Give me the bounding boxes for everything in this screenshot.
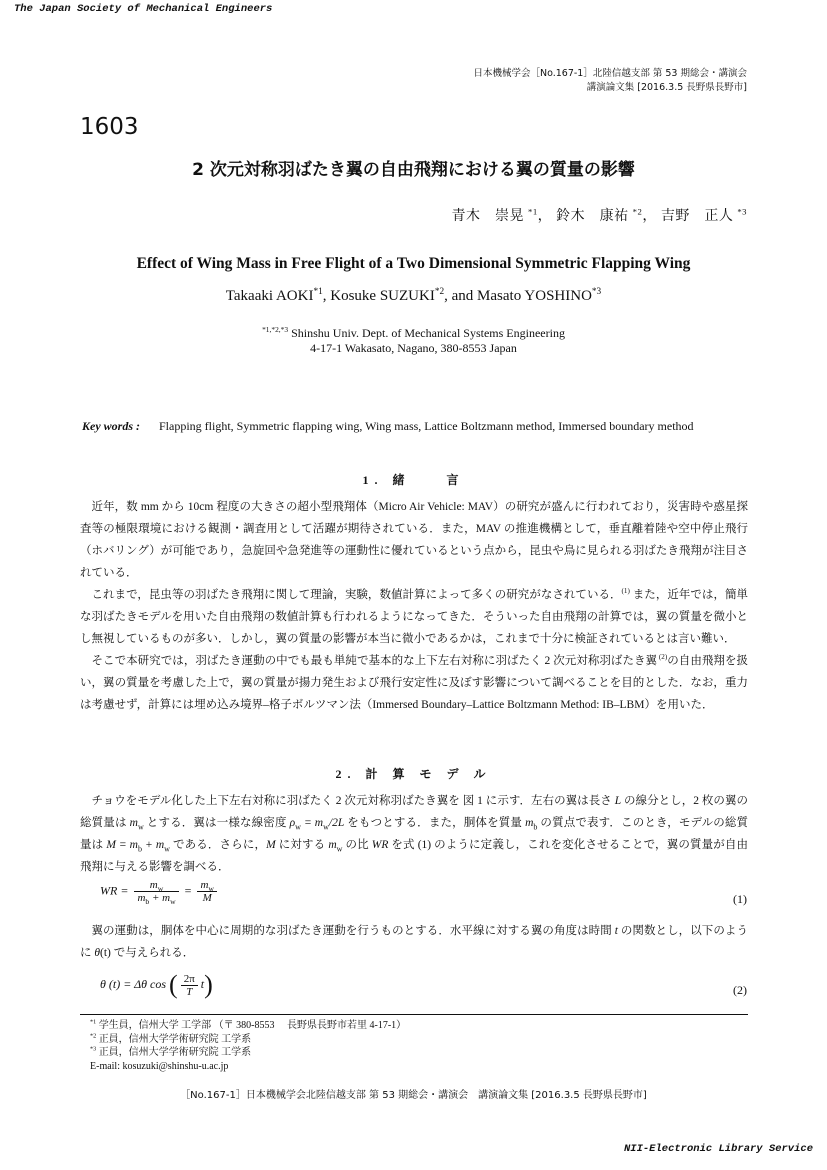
affiliation [0,326,827,356]
s2p1-text-e: をもつとする．また，胴体を質量 [344,817,526,829]
s2p2-text-c: で与えられる． [110,947,195,959]
s2p1-text-i: の比 [342,839,372,851]
s1p3-text-b: の自由飛翔を扱い，翼の質量を考慮した上で，翼の質量が揚力発生および飛行安定性に及ぼす影響について調べることを目的とした．なお，重力は考慮せず，計算には埋め込み境界–格子ボルツマン法（Immersed Boundary–Lattice Boltzmann Method: IB–LBM）を用いた． [80,655,749,711]
sub-b-2: b [138,844,143,854]
var-m-b: m [525,817,534,829]
section-1-paragraph-1: 近年，数 mm から 10cm 程度の大きさの超小型飛翔体（Micro Air Vehicle: MAV）の研究が盛んに行われており，災害時や惑星探査等の極限環境における観測・調査用として活躍が期待されている．また，MAV の推進機構として，垂直離着陸や空中停止飛行（ホバリング）が可能であり，急旋回や急発進等の運動性に優れているという点から，昆虫や鳥に見られる羽ばたき飛翔が注目されている． [80,501,748,579]
footnote-1: 学生員，信州大学 工学部 （〒 380-8553 長野県長野市若里 4-17-1） [98,1020,407,1031]
eq2-den: T [186,985,193,998]
eq1-f1-den-plus: + m [149,892,171,904]
equation-2 [100,970,748,1000]
author-1-en-mark: *1 [313,287,323,297]
M-eq-plus: + m [142,839,165,851]
eq1-fraction-1 [134,879,178,907]
sub-b: b [533,822,538,832]
author-3-en: Masato YOSHINO [477,288,592,304]
author-2-ja: 鈴木 康祐 [556,209,629,224]
section-2-paragraph-1 [80,790,748,878]
author-sep-1-ja: ， [537,209,553,224]
eq1-f1-den-a: m [137,892,146,904]
ref-2: (2) [657,653,668,662]
s2p1-text-h: に対する [275,839,329,851]
sub-w-rho: w [295,822,301,832]
society-watermark: The Japan Society of Mechanical Engineers [14,3,273,15]
sub-w-2: w [323,822,329,832]
eq2-paren-right: ) [204,970,213,999]
keywords-text: Flapping flight, Symmetric flapping wing, Wing mass, Lattice Boltzmann method, Immersed boundary method [159,419,694,433]
footnote-rule [80,1014,748,1015]
equation-1-number: (1) [733,892,747,906]
var-WR: WR [371,839,389,851]
var-L: L [614,795,622,807]
var-m-w: m [328,839,337,851]
equation-1 [100,879,748,907]
author-1-en: Takaaki AOKI [225,288,314,304]
s2p2-text-a: 翼の運動は，胴体を中心に周期的な羽ばたき運動を行うものとする．水平線に対する翼の角度は時間 [91,925,615,937]
s2p1-text-c: とする．翼は一様な線密度 [143,817,290,829]
section-1-heading: 1. 緒 言 [362,473,465,487]
footnote-2: 正員，信州大学学術研究院 工学系 [98,1033,252,1045]
eq1-f2-num-sub: w [208,884,214,894]
s1p3-text-a: そこで本研究では，羽ばたき運動の中でも最も単純で基本的な上下左右対称に羽ばたく 2 次元対称羽ばたき翼 [91,655,658,667]
eq2-num: 2π [181,973,198,986]
section-1-paragraph-2 [80,584,748,650]
rho-eq-den: /2L [328,817,345,829]
eq1-lhs: WR = [100,883,129,898]
var-theta: θ [94,947,101,959]
ref-1: (1) [621,587,630,596]
s2p1-text-f: の質点で表す．このとき，モデルの総質量は [80,817,749,851]
eq1-f2-den: M [202,892,212,904]
nii-service-watermark: NII-Electronic Library Service [623,1143,813,1155]
conference-header [473,67,747,95]
rho-eq: = m [300,817,324,829]
var-M: M [266,839,276,851]
author-1-ja: 青木 崇晃 [451,209,524,224]
s2p1-text-g: である．さらに， [169,839,267,851]
eq1-f1-num-sub: w [157,884,164,894]
keywords-label: Key words : [82,419,140,433]
M-eq: M = m [106,839,138,851]
affiliation-marks: *1,*2,*3 [262,325,289,334]
section-2-paragraph-2 [80,920,748,964]
author-sep-2-ja: ， [642,209,657,224]
eq2-paren-left: ( [169,970,178,999]
eq1-equals: = [184,883,192,898]
section-2-heading: 2. 計 算 モ デ ル [335,767,492,781]
sub-w: w [137,822,144,832]
conference-line-1: 日本機械学会［No.167-1］北陸信越支部 第 53 期総会・講演会 [473,68,747,79]
var-theta-arg: (t) [100,947,111,959]
eq1-fraction-2 [197,879,217,904]
section-1-body [80,496,748,716]
s2p2-text-b: の関数とし，以下のように [80,925,748,959]
title-japanese: 2 次元対称羽ばたき翼の自由飛翔における翼の質量の影響 [192,160,635,180]
affiliation-line-2: 4-17-1 Wakasato, Nagano, 380-8553 Japan [310,341,517,355]
author-3-en-mark: *3 [591,287,602,297]
author-sep-2-en: , and [444,288,478,304]
author-2-en-mark: *2 [434,287,445,297]
s2p1-text-a: チョウをモデル化した上下左右対称に羽ばたく 2 次元対称羽ばたき翼を 図 1 に示す．左右の翼は長さ [91,795,615,807]
eq1-f2-num: m [200,879,209,891]
equation-2-number: (2) [733,983,747,997]
eq2-fraction [181,973,198,998]
author-2-en: Kosuke SUZUKI [330,288,435,304]
footnote-3-mark: *3 [90,1045,97,1053]
footnote-email: E-mail: kosuzuki@shinshu-u.ac.jp [90,1060,229,1072]
footer-conference: ［No.167-1］日本機械学会北陸信越支部 第 53 期総会・講演会 講演論文集 [2016.3.5 長野県長野市] [180,1090,647,1101]
eq2-t: t [200,976,205,991]
sub-w-3: w [164,844,170,854]
footnotes [90,1019,406,1073]
title-english: Effect of Wing Mass in Free Flight of a Two Dimensional Symmetric Flapping Wing [136,255,691,272]
conference-line-2: 講演論文集 [2016.3.5 長野県長野市] [586,82,747,93]
eq2-lhs: θ (t) = Δθ cos [100,976,167,991]
author-3-ja-mark: *3 [737,206,747,217]
author-3-ja: 吉野 正人 [660,209,734,224]
s1p2-text-a: これまで，昆虫等の羽ばたき飛翔に関して理論，実験，数値計算によって多くの研究がなされている． [91,589,622,601]
eq1-f1-den-sub-b: b [145,897,150,907]
s2p1-text-j: を式 (1) のように定義し，これを変化させることで，翼の質量が自由飛翔に与える影響を調べる． [80,839,749,873]
s1p2-text-b: また，近年では，簡単な羽ばたきモデルを用いた自由飛翔の数値計算も行われるようになってきた．そういった自由飛翔の計算では，翼の質量を微小とし無視しているものが多い．しかし，翼の質量の影響が本当に微小であるかは，これまで十分に検証されているとは言い難い． [80,589,749,645]
footnote-3: 正員，信州大学学術研究院 工学系 [98,1047,252,1058]
s2p1-text-b: の線分とし，2 枚の翼の総質量は [80,795,749,829]
author-2-ja-mark: *2 [632,206,643,217]
authors-english [0,288,827,305]
paper-code: 1603 [80,114,139,140]
var-rho: ρ [289,817,296,829]
eq1-f1-den-sub-w: w [170,897,176,907]
var-t: t [614,925,618,937]
authors-japanese [451,205,747,225]
footnote-2-mark: *2 [90,1032,97,1040]
section-1-paragraph-3 [80,650,748,716]
footnote-1-mark: *1 [90,1018,97,1026]
var-m: m [129,817,138,829]
author-1-ja-mark: *1 [527,206,538,217]
author-sep-1-en: , [322,288,331,304]
sub-w-4: w [336,844,343,854]
affiliation-line-1: Shinshu Univ. Dept. of Mechanical Systems Engineering [288,326,565,340]
eq1-f1-num: m [149,879,158,891]
